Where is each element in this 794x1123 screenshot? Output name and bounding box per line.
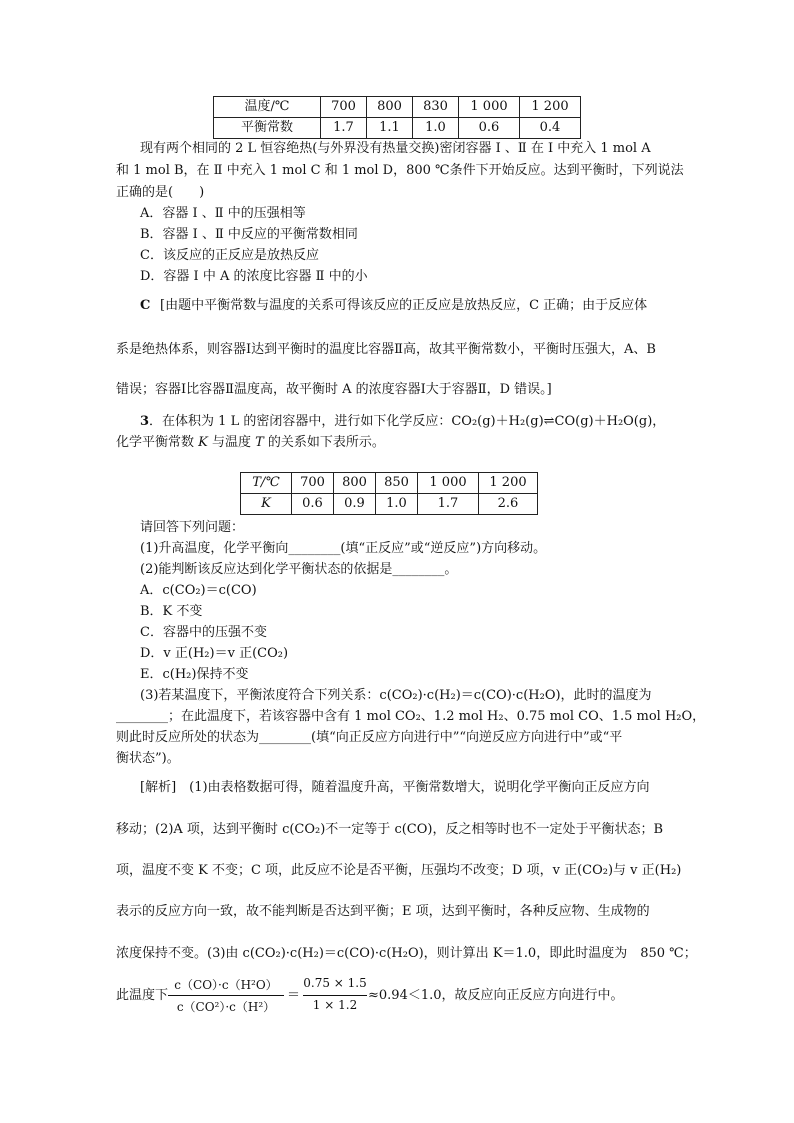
table-row [241,494,538,515]
q2-answer-line-3: 错误；容器Ⅰ比容器Ⅱ温度高，故平衡时 A 的浓度容器Ⅰ大于容器Ⅱ，D 错误。] [116,382,552,397]
table-cell: 700 [292,473,334,494]
q2-option-b: B．容器 Ⅰ 、Ⅱ 中反应的平衡常数相同 [140,227,358,242]
q2-option-c: C．该反应的正反应是放热反应 [140,248,319,263]
q3-option-a: A．c(CO₂)＝c(CO) [140,583,257,598]
analysis-line-6-suffix: ≈0.94＜1.0，故反应向正反应方向进行中。 [368,988,624,1003]
q3-stem-text: 与温度 [207,435,256,450]
table-cell: 0.6 [292,494,334,515]
fraction-1-bar [168,995,284,996]
analysis-line-5: 浓度保持不变。(3)由 c(CO₂)·c(H₂)＝c(CO)·c(H₂O)，则计算出 K＝1.0，即此时温度为 850 ℃； [116,946,697,961]
table-cell: 1 200 [479,473,538,494]
q3-option-b: B．K 不变 [140,604,203,619]
table-cell: 700 [321,97,367,118]
table-cell: 2.6 [479,494,538,515]
analysis-line-1: [解析] (1)由表格数据可得，随着温度升高，平衡常数增大，说明化学平衡向正反应方向 [140,780,650,795]
table-cell: 800 [367,97,413,118]
fraction-2-numerator: 0.75 × 1.5 [303,976,367,990]
table-cell: 1.7 [321,118,367,139]
q3-ask: 请回答下列问题： [140,520,245,535]
table-cell: T/℃ [241,473,292,494]
q3-stem-text: ．在体积为 1 L 的密闭容器中，进行如下化学反应：CO₂(g)＋H₂(g)⇌CO(g)＋H₂O(g)， [149,414,666,429]
fraction-1-numerator: c（CO）·c（H²O） [174,978,278,992]
q3-part-3-line-3: 则此时反应所处的状态为________(填“向正反应方向进行中”“向逆反应方向进行中”或“平 [116,730,623,745]
table-cell: 平衡常数 [214,118,321,139]
temperature-constant-table-2 [240,472,538,515]
q3-part-1: (1)升高温度，化学平衡向________(填“正反应”或“逆反应”)方向移动。 [140,541,547,556]
table-cell: K [241,494,292,515]
q2-answer-line-2: 系是绝热体系，则容器Ⅰ达到平衡时的温度比容器Ⅱ高，故其平衡常数小，平衡时压强大，A、B [116,342,656,357]
q3-stem-text: 的关系如下表所示。 [263,435,385,450]
q3-part-3-line-4: 衡状态”)。 [116,751,180,766]
table-cell: 1.7 [418,494,479,515]
table-cell: 1.0 [413,118,459,139]
table-cell: 1.0 [376,494,418,515]
fraction-1-denominator: c（CO²）·c（H²） [176,1000,276,1014]
table-cell: 1 200 [520,97,581,118]
analysis-line-3: 项，温度不变 K 不变；C 项，此反应不论是否平衡，压强均不改变；D 项，v 正(CO₂)与 v 正(H₂) [116,863,682,878]
equals-sign: ＝ [287,988,301,1003]
table-cell: 1.1 [367,118,413,139]
q3-option-d: D．v 正(H₂)＝v 正(CO₂) [140,646,289,661]
table-cell: 0.9 [334,494,376,515]
q2-stem-line-2: 和 1 mol B，在 Ⅱ 中充入 1 mol C 和 1 mol D，800 ℃条件下开始反应。达到平衡时，下列说法 [116,163,684,178]
q2-option-d: D．容器 Ⅰ 中 A 的浓度比容器 Ⅱ 中的小 [140,269,368,284]
q3-part-3-line-2: ________；在此温度下，若该容器中含有 1 mol CO₂、1.2 mol H₂、0.75 mol CO、1.5 mol H₂O， [116,709,706,724]
fraction-2-bar [303,995,367,996]
analysis-line-4: 表示的反应方向一致，故不能判断是否达到平衡；E 项，达到平衡时，各种反应物、生成物的 [116,904,650,919]
table-row [214,97,581,118]
q2-answer-letter: C [140,298,151,313]
table-cell: 830 [413,97,459,118]
q3-stem-line-2 [116,433,385,453]
q3-option-c: C．容器中的压强不变 [140,625,267,640]
table-cell: 800 [334,473,376,494]
table-cell: 0.4 [520,118,581,139]
q3-stem-line-1 [140,412,665,432]
table-cell: 1 000 [418,473,479,494]
q3-number: 3 [140,414,150,429]
table-cell: 0.6 [459,118,520,139]
q3-variable-k: K [198,435,208,450]
q3-variable-t: T [255,435,264,450]
table-row [214,118,581,139]
analysis-line-2: 移动；(2)A 项，达到平衡时 c(CO₂)不一定等于 c(CO)，反之相等时也不一定处于平衡状态；B [116,822,664,837]
table-row [241,473,538,494]
q3-stem-text: 化学平衡常数 [116,435,199,450]
q2-stem-line-3: 正确的是( ) [116,185,205,200]
q2-answer-line-1: [由题中平衡常数与温度的关系可得该反应的正反应是放热反应，C 正确；由于反应体 [160,298,648,313]
fraction-2-denominator: 1 × 1.2 [312,998,358,1012]
q2-stem-line-1: 现有两个相同的 2 L 恒容绝热(与外界没有热量交换)密闭容器 Ⅰ 、Ⅱ 在 Ⅰ 中充入 1 mol A [140,141,651,156]
temperature-constant-table-1 [213,96,581,139]
table-cell: 1 000 [459,97,520,118]
analysis-line-6-prefix: 此温度下 [116,988,169,1003]
q3-part-3-line-1: (3)若某温度下，平衡浓度符合下列关系：c(CO₂)·c(H₂)＝c(CO)·c(H₂O)，此时的温度为 [140,688,652,703]
q3-part-2: (2)能判断该反应达到化学平衡状态的依据是________。 [140,562,458,577]
table-cell: 温度/℃ [214,97,321,118]
q2-option-a: A．容器 Ⅰ 、Ⅱ 中的压强相等 [140,206,306,221]
table-cell: 850 [376,473,418,494]
q3-option-e: E．c(H₂)保持不变 [140,667,249,682]
